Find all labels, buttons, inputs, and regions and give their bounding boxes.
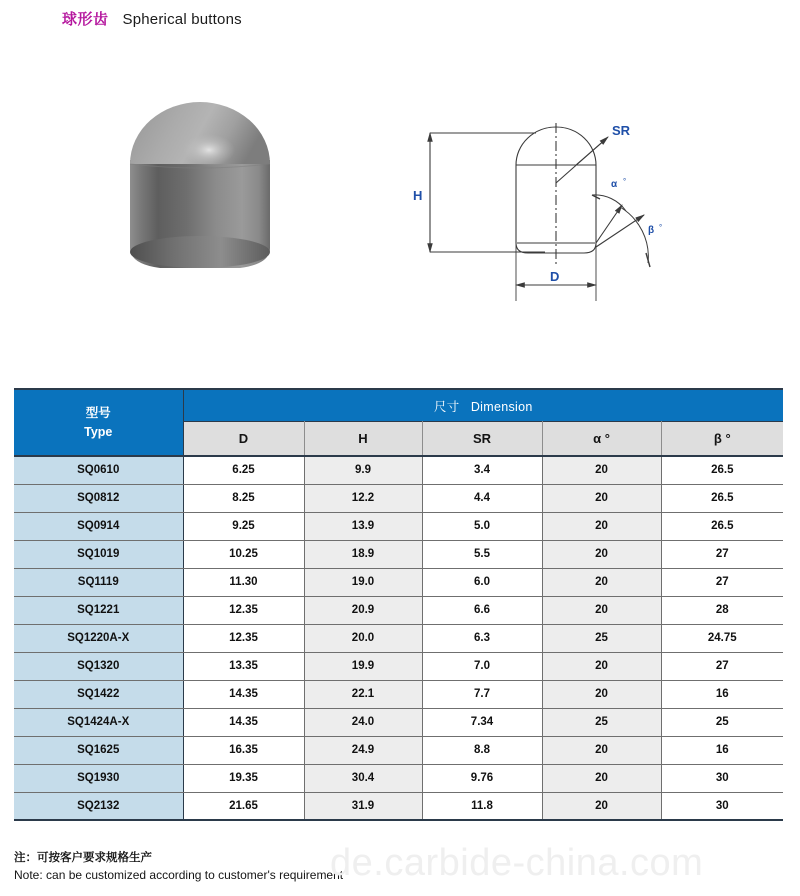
- label-D: D: [550, 269, 560, 284]
- cell-alpha: 20: [542, 512, 661, 540]
- cell-d: 14.35: [183, 680, 304, 708]
- cell-sr: 8.8: [422, 736, 542, 764]
- figures-region: [0, 60, 800, 370]
- cell-sr: 7.7: [422, 680, 542, 708]
- footnote-chinese: 注：可按客户要求规格生产: [14, 852, 152, 864]
- cell-h: 19.0: [304, 568, 422, 596]
- cell-alpha: 20: [542, 764, 661, 792]
- cell-h: 9.9: [304, 456, 422, 484]
- cell-beta: 24.75: [661, 624, 783, 652]
- table-row: [14, 596, 783, 624]
- cell-sr: 5.5: [422, 540, 542, 568]
- cell-type: SQ1625: [14, 736, 183, 764]
- cell-beta: 16: [661, 736, 783, 764]
- table-row: [14, 512, 783, 540]
- table-body: [14, 456, 783, 820]
- cell-type: SQ1930: [14, 764, 183, 792]
- cell-sr: 3.4: [422, 456, 542, 484]
- cell-h: 30.4: [304, 764, 422, 792]
- cell-d: 14.35: [183, 708, 304, 736]
- cell-d: 12.35: [183, 596, 304, 624]
- cell-sr: 6.6: [422, 596, 542, 624]
- header-dimension-english: Dimension: [470, 399, 533, 414]
- cell-alpha: 25: [542, 624, 661, 652]
- label-SR: SR: [612, 123, 631, 138]
- footnote: [14, 851, 343, 883]
- cell-type: SQ0812: [14, 484, 183, 512]
- table-header: [14, 389, 783, 456]
- cell-d: 16.35: [183, 736, 304, 764]
- label-alpha-degree: °: [623, 177, 627, 186]
- cell-alpha: 20: [542, 736, 661, 764]
- cell-sr: 6.3: [422, 624, 542, 652]
- cell-d: 19.35: [183, 764, 304, 792]
- page-title-chinese: 球形齿: [62, 11, 109, 28]
- cell-sr: 4.4: [422, 484, 542, 512]
- cell-type: SQ1220A-X: [14, 624, 183, 652]
- table-row: [14, 652, 783, 680]
- cell-alpha: 20: [542, 456, 661, 484]
- cell-d: 6.25: [183, 456, 304, 484]
- cell-type: SQ0914: [14, 512, 183, 540]
- cell-sr: 6.0: [422, 568, 542, 596]
- cell-type: SQ2132: [14, 792, 183, 820]
- dimension-drawing: [400, 95, 710, 325]
- footnote-english: Note: can be customized according to customer's requirement: [14, 867, 344, 882]
- page-title: [62, 8, 242, 29]
- header-col-alpha: α °: [542, 422, 661, 457]
- table-row: [14, 568, 783, 596]
- page-title-english: Spherical buttons: [122, 11, 242, 28]
- cell-h: 24.9: [304, 736, 422, 764]
- cell-sr: 7.34: [422, 708, 542, 736]
- cell-alpha: 25: [542, 708, 661, 736]
- cell-beta: 27: [661, 568, 783, 596]
- cell-alpha: 20: [542, 596, 661, 624]
- cell-type: SQ1424A-X: [14, 708, 183, 736]
- cell-beta: 27: [661, 540, 783, 568]
- cell-d: 9.25: [183, 512, 304, 540]
- cell-alpha: 20: [542, 792, 661, 820]
- specification-table: [14, 388, 783, 821]
- header-col-beta: β °: [661, 422, 783, 457]
- cell-d: 10.25: [183, 540, 304, 568]
- cell-h: 22.1: [304, 680, 422, 708]
- cell-h: 13.9: [304, 512, 422, 540]
- cell-d: 8.25: [183, 484, 304, 512]
- cell-h: 24.0: [304, 708, 422, 736]
- cell-sr: 9.76: [422, 764, 542, 792]
- cell-h: 12.2: [304, 484, 422, 512]
- table-row: [14, 736, 783, 764]
- header-col-d: D: [183, 422, 304, 457]
- cell-beta: 26.5: [661, 512, 783, 540]
- cell-beta: 26.5: [661, 484, 783, 512]
- header-col-sr: SR: [422, 422, 542, 457]
- header-col-h: H: [304, 422, 422, 457]
- label-beta: β: [648, 225, 655, 236]
- cell-d: 11.30: [183, 568, 304, 596]
- header-type-english: Type: [84, 424, 113, 439]
- table-row: [14, 624, 783, 652]
- table-row: [14, 456, 783, 484]
- label-H: H: [413, 188, 423, 203]
- cell-beta: 27: [661, 652, 783, 680]
- cell-h: 31.9: [304, 792, 422, 820]
- cell-beta: 30: [661, 792, 783, 820]
- table-row: [14, 540, 783, 568]
- cell-beta: 30: [661, 764, 783, 792]
- header-dimension-group: [183, 389, 783, 422]
- table-row: [14, 792, 783, 820]
- spherical-button-photo: [110, 98, 290, 298]
- cell-beta: 26.5: [661, 456, 783, 484]
- label-alpha: α: [611, 179, 618, 190]
- site-watermark: de.carbide-china.com: [330, 842, 704, 884]
- cell-type: SQ0610: [14, 456, 183, 484]
- cell-alpha: 20: [542, 568, 661, 596]
- cell-sr: 5.0: [422, 512, 542, 540]
- cell-h: 19.9: [304, 652, 422, 680]
- cell-d: 13.35: [183, 652, 304, 680]
- cell-alpha: 20: [542, 680, 661, 708]
- cell-type: SQ1320: [14, 652, 183, 680]
- table-row: [14, 764, 783, 792]
- table-row: [14, 680, 783, 708]
- cell-alpha: 20: [542, 484, 661, 512]
- header-dimension-chinese: 尺寸: [433, 399, 460, 414]
- cell-alpha: 20: [542, 540, 661, 568]
- cell-sr: 11.8: [422, 792, 542, 820]
- cell-type: SQ1119: [14, 568, 183, 596]
- header-type: [14, 389, 183, 456]
- cell-beta: 16: [661, 680, 783, 708]
- header-type-chinese: 型号: [85, 406, 111, 421]
- cell-beta: 28: [661, 596, 783, 624]
- label-beta-degree: °: [659, 223, 663, 232]
- cell-h: 20.9: [304, 596, 422, 624]
- cell-beta: 25: [661, 708, 783, 736]
- cell-type: SQ1019: [14, 540, 183, 568]
- table-row: [14, 708, 783, 736]
- cell-d: 12.35: [183, 624, 304, 652]
- table-row: [14, 484, 783, 512]
- cell-sr: 7.0: [422, 652, 542, 680]
- cell-h: 20.0: [304, 624, 422, 652]
- cell-type: SQ1221: [14, 596, 183, 624]
- cell-h: 18.9: [304, 540, 422, 568]
- cell-type: SQ1422: [14, 680, 183, 708]
- cell-alpha: 20: [542, 652, 661, 680]
- cell-d: 21.65: [183, 792, 304, 820]
